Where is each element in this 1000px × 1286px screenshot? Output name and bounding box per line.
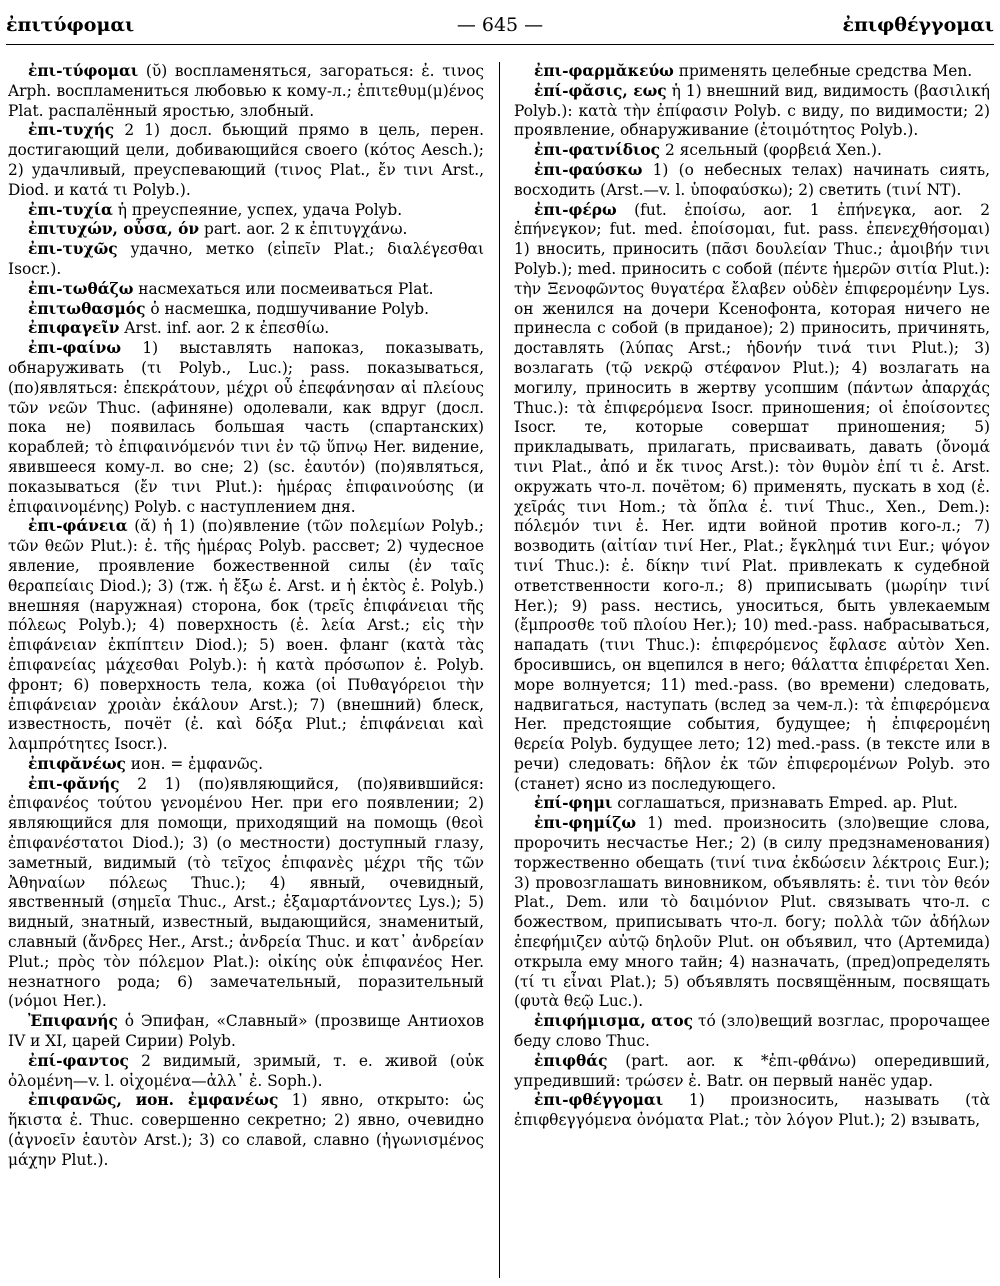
- entry-headword: ἐπιφήμισμα, ατος: [534, 1012, 693, 1031]
- entry-definition: 2 1) досл. бьющий прямо в цель, перен. достигающий цели, добивающийся своего (κότος Aesch.); 2) удачливый, преуспевающий (τινος Plat., ἔν τινι Arst., Diod. и κατά τι Polyb.).: [8, 121, 484, 199]
- entry-definition: соглашаться, признавать Emped. ap. Plut.: [612, 794, 958, 813]
- entry-definition: применять целебные средства Men.: [673, 62, 973, 80]
- dictionary-entry: [8, 240, 484, 280]
- column-divider: [499, 62, 500, 1278]
- entry-headword: ἐπι-φέρω: [534, 200, 617, 219]
- entry-headword: ἐπιφαγεῖν: [28, 319, 120, 338]
- dictionary-entry: [8, 1091, 484, 1170]
- entry-headword: ἐπι-τυχῶς: [28, 240, 118, 259]
- header-right-word: ἐπιφθέγγομαι: [842, 14, 994, 36]
- entry-headword: ἐπί-φαντος: [28, 1051, 129, 1070]
- entry-headword: ἐπιτωθασμός: [28, 299, 146, 318]
- entry-definition: Arst. inf. aor. 2 к ἐπεσθίω.: [119, 319, 330, 338]
- dictionary-entry: [8, 220, 484, 240]
- dictionary-entry: [514, 794, 990, 814]
- entry-definition: ὁ Эпифан, «Славный» (прозвище Антиохов IV и XI, царей Сирии) Polyb.: [8, 1012, 484, 1051]
- entry-headword: ἐπιτυχών, οὖσα, όν: [28, 220, 200, 239]
- entry-headword: ἐπιφθάς: [534, 1051, 608, 1070]
- entry-headword: ἐπί-φᾰσις, εως: [534, 81, 667, 100]
- entry-definition: насмехаться или посмеиваться Plat.: [133, 279, 434, 298]
- dictionary-entry: [8, 201, 484, 221]
- entry-headword: ἐπί-φημι: [534, 794, 613, 813]
- entry-headword: ἐπι-φθέγγομαι: [534, 1091, 664, 1110]
- dictionary-entry: [8, 517, 484, 755]
- entry-headword: ἐπι-φαίνω: [28, 339, 122, 358]
- dictionary-entry: [8, 755, 484, 775]
- entry-definition: (ῠ) воспламеняться, загораться: ἐ. τινος Arph. воспламениться любовью к кому-л.; ἐπιτεθυμ(μ)ένος Plat. распалённый яростью, злобный.: [8, 62, 484, 120]
- header-left-word: ἐπιτύφομαι: [6, 14, 135, 36]
- entry-headword: ἐπι-φᾰνής: [28, 774, 120, 793]
- dictionary-entry: [8, 121, 484, 200]
- dictionary-entry: [514, 82, 990, 141]
- entry-headword: ἐπιφᾰνέως: [28, 754, 126, 773]
- entry-definition: (fut. ἐποίσω, aor. 1 ἐπήνεγκα, aor. 2 ἐπήνεγκον; fut. med. ἐποίσομαι, fut. pass. ἐπενεχθήσομαι) 1) вносить, приносить (πᾶσι δουλείαν Thuc.; ἀμοιβήν τινι Polyb.); med. приносить с собой (πέντε ἡμερῶν σιτία Plut.): τὴν Ξενοφῶντος θυγατέρα ἔλαβεν οὐδὲν ἐπιφερομένην Lys. он женился на дочери Ксенофонта, которая ничего не принесла с собой (в приданое); 2) приносить, причинять, доставлять (λύπας Arst.; ἡδονήν τινά τινι Plut.); 3) возлагать (τῷ νεκρῷ στέφανον Plut.); 4) возлагать на могилу, приносить в жертву усопшим (πάντων ἀπαρχάς Thuc.): τὰ ἐπιφερόμενα Isocr. приношения; οἱ ἐποίσοντες Isocr. те, которые совершат приношения; 5) прикладывать, прилагать, присваивать, давать (ὄνομά τινι Plat., ἀπό и ἔκ τινος Arst.): τὸν θυμὸν ἐπί τι ἐ. Arst. окружать что-л. почётом; 6) применять, пускать в ход (ἐ. χεῖράς τινι Hom.; τὰ ὅπλα ἐ. τινί Thuc., Xen., Dem.): πόλεμόν τινι ἐ. Her. идти войной против кого-л.; 7) возводить (αἰτίαν τινί Her., Plat.; ἔγκλημά τινι Eur.; ψόγον τινί Thuc.): ἐ. δίκην τινί Plat. привлекать к судебной ответственности кого-л.; 8) приписывать (μωρίην τινί Her.); 9) pass. нестись, уноситься, быть увлекаемым (ἔμπροσθε τοῦ πλοίου Her.); 10) med.-pass. набрасываться, нападать (τινι Thuc.): ἐπιφερόμενος ἔφλασε αὐτὸν Xen. бросившись, он вцепился в него; θάλαττα ἐπιφέρεται Xen. море волнуется; 11) med.-pass. (во времени) следовать, надвигаться, наступать (вслед за чем-л.): τὰ ἐπιφερόμενα Her. предстоящие события, будущее; ἡ ἐπιφερομένη θερεία Polyb. будущее лето; 12) med.-pass. (в тексте или в речи) следовать: δῆλον ἐκ τῶν ἐπιφερομένων Polyb. это (станет) ясно из последующего.: [514, 200, 990, 793]
- entry-definition: 1) произносить, называть (τὰ ἐπιφθεγγόμενα ὀνόματα Plat.; τὸν λόγον Plut.); 2) взывать,: [514, 1091, 990, 1130]
- dictionary-entry: [8, 300, 484, 320]
- entry-definition: удачно, метко (εἰπεῖν Plat.; διαλέγεσθαι Isocr.).: [8, 240, 484, 278]
- entry-definition: (ᾰ) ἡ 1) (по)явление (τῶν πολεμίων Polyb.; τῶν θεῶν Plut.): ἐ. τῆς ἡμέρας Polyb. рассвет; 2) чудесное явление, проявление божественной силы (ἐν ταῖς θεραπείαις Diod.); 3) (тж. ἡ ἔξω ἐ. Arst. и ἡ ἐκτὸς ἐ. Polyb.) внешняя (наружная) сторона, бок (τρεῖς ἐπιφάνειαι τῆς πόλεως Polyb.); 4) поверхность (ἐ. λεία Arst.; εἰς τὴν ἐπιφάνειαν ἐκπίπτειν Diod.); 5) воен. фланг (κατὰ τὰς ἐπιφανείας μάχεσθαι Polyb.): ἡ κατὰ πρόσωπον ἐ. Polyb. фронт; 6) поверхность тела, кожа (οἱ Πυθαγόρειοι τὴν ἐπιφάνειαν χροιὰν ἐκάλουν Arst.); 7) (внешний) блеск, известность, почёт (ἐ. καὶ δόξα Plut.; ἐπιφάνειαι καὶ λαμπρότητες Isocr.).: [8, 517, 484, 754]
- entry-definition: ἡ 1) внешний вид, видимость (βασιλική Polyb.): κατὰ τὴν ἐπίφασιν Polyb. с виду, по видимости; 2) проявление, обнаруживание (ἑτοιμότητος Polyb.).: [514, 81, 990, 140]
- entry-definition: part. aor. 2 к ἐπιτυγχάνω.: [199, 220, 408, 239]
- entry-definition: 2 ясельный (φορβειά Xen.).: [660, 141, 882, 160]
- entry-definition: ἡ преуспеяние, успех, удача Polyb.: [112, 200, 403, 219]
- dictionary-entry: [8, 1012, 484, 1052]
- entry-definition: 2 видимый, зримый, т. е. живой (οὐκ ὀλομένη—v. l. οἰχομένα—ἀλλ᾽ ἐ. Soph.).: [8, 1051, 484, 1090]
- dictionary-entry: [514, 1052, 990, 1092]
- entry-definition: (part. aor. к *ἐπι-φθάνω) опередивший, упредивший: τρώσεν ἐ. Batr. он первый нанёс удар.: [514, 1051, 990, 1090]
- entry-headword: ἐπι-φατνίδιος: [534, 141, 661, 160]
- entry-headword: ἐπι-φαύσκω: [534, 160, 643, 179]
- dictionary-entry: [8, 319, 484, 339]
- entry-definition: 1) выставлять напоказ, показывать, обнаруживать (τι Polyb., Luc.); pass. показываться, (по)являться: ἐπεκράτουν, μέχρι οὗ ἐπεφάνησαν αἱ πλείους τῶν νεῶν Thuc. (афиняне) одолевали, как вдруг (досл. пока не) появилась большая часть (спартанских) кораблей; τὸ ἐπιφαινόμενόν τινι ἐν τῷ ὕπνῳ Her. видение, явившееся кому-л. во сне; 2) (sc. ἑαυτόν) (по)являться, показываться (ἔν τινι Plut.): ἡμέρας ἐπιφαινούσης (и ἐπιφαινομένης) Polyb. с наступлением дня.: [8, 339, 484, 516]
- entry-headword: ἐπι-φάνεια: [28, 517, 128, 536]
- dictionary-entry: [8, 339, 484, 517]
- dictionary-entry: [8, 1052, 484, 1092]
- dictionary-entry: [514, 1091, 990, 1131]
- dictionary-entry: [514, 62, 990, 82]
- left-column: [8, 62, 484, 1282]
- entry-definition: 1) (о небесных телах) начинать сиять, восходить (Arst.—v. l. ὑποφαύσκω); 2) светить (τινί NT).: [514, 160, 990, 199]
- entry-headword: ἐπι-φαρμᾰκεύω: [534, 62, 674, 80]
- entry-headword: ἐπιφανῶς, ион. ἐμφανέως: [28, 1091, 279, 1110]
- entry-definition: 1) med. произносить (зло)вещие слова, пророчить несчастье Her.; 2) (в силу предзнаменования) торжественно обещать (τινί τινα ἐκδώσειν λέκτροις Eur.); 3) провозглашать виновником, объявлять: ἐ. τινι τὸν θεόν Plat., Dem. или τὸ δαιμόνιον Plut. связывать что-л. с божеством, приписывать что-л. богу; πολλὰ τῶν ἀδήλων ἐπεφήμιζεν αὐτῷ δηλοῦν Plut. он объявил, что (Артемида) открыла ему много тайн; 4) назначать, (пред)определять (τί τι εἶναι Plat.); 5) объявлять посвящённым, посвящать (φυτὰ θεῷ Luc.).: [514, 814, 990, 1011]
- page-number: — 645 —: [456, 14, 544, 36]
- dictionary-entry: [8, 775, 484, 1013]
- entry-headword: ἐπι-τυχία: [28, 200, 113, 219]
- entry-headword: ἐπι-φημίζω: [534, 814, 637, 833]
- dictionary-entry: [514, 1012, 990, 1052]
- right-column: [514, 62, 990, 1282]
- entry-definition: 2 1) (по)являющийся, (по)явившийся: ἐπιφανέος τούτου γενομένου Her. при его появлении; 2) являющийся для помощи, приходящий на помощь (θεοὶ ἐπιφανέστατοι Diod.); 3) (о местности) доступный глазу, заметный, видимый (τὸ τεῖχος ἐπιφανὲς μέχρι τῆς τῶν Ἀθηναίων πόλεως Thuc.); 4) явный, очевидный, явственный (σημεῖα Thuc., Arst.; ἐξαμαρτάνοντες Lys.); 5) видный, знатный, известный, выдающийся, знаменитый, славный (ἄνδρες Her., Arst.; ἀνδρεία Thuc. и κατ᾽ ἀνδρείαν Plut.; πρὸς τὸν πόλεμον Plat.): οἰκίης οὐκ ἐπιφανέος Her. незнатного рода; 6) замечательный, поразительный (νόμοι Her.).: [8, 774, 484, 1011]
- entry-headword: Ἐπιφανής: [28, 1012, 118, 1031]
- dictionary-entry: [8, 280, 484, 300]
- entry-definition: 1) явно, открыто: ὡς ἥκιστα ἐ. Thuc. совершенно секретно; 2) явно, очевидно (ἀγνοεῖν ἑαυτὸν Arst.); 3) со славой, славно (ἠγωνισμένος μάχην Plut.).: [8, 1091, 484, 1169]
- entry-definition: τό (зло)вещий возглас, пророчащее беду слово Thuc.: [514, 1012, 990, 1051]
- dictionary-entry: [514, 161, 990, 201]
- entry-headword: ἐπι-τύφομαι: [28, 62, 139, 80]
- entry-definition: ὁ насмешка, подшучивание Polyb.: [145, 299, 430, 318]
- dictionary-entry: [514, 141, 990, 161]
- dictionary-entry: [8, 62, 484, 121]
- entry-definition: ион. = ἐμφανῶς.: [125, 754, 264, 773]
- entry-headword: ἐπι-τυχής: [28, 121, 115, 140]
- dictionary-entry: [514, 201, 990, 795]
- page-header: [6, 10, 994, 45]
- dictionary-entry: [514, 814, 990, 1012]
- entry-headword: ἐπι-τωθάζω: [28, 279, 134, 298]
